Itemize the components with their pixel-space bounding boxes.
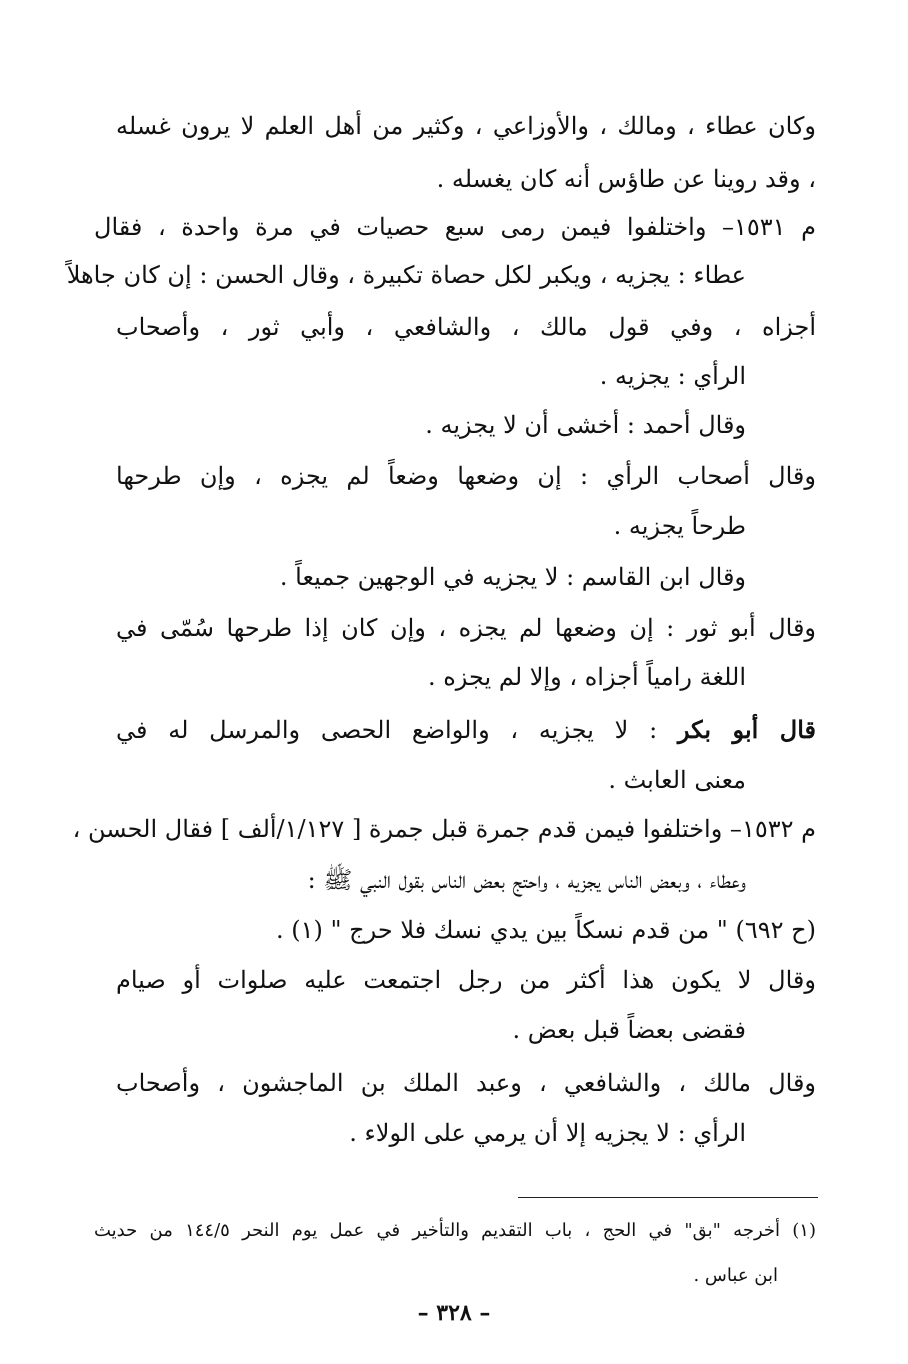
text-line: الرأي : لا يجزيه إلا أن يرمي على الولاء . — [349, 1119, 746, 1147]
issue-heading-1532: م ١٥٣٢– واختلفوا فيمن قدم جمرة قبل جمرة [ ١/١٢٧/ألف ] فقال الحسن ، — [72, 815, 816, 843]
text-line: وقال مالك ، والشافعي ، وعبد الملك بن الماجشون ، وأصحاب — [116, 1069, 816, 1097]
footnote-line: ابن عباس . — [693, 1265, 778, 1286]
text-line: أجزاه ، وفي قول مالك ، والشافعي ، وأبي ثور ، وأصحاب — [116, 313, 816, 341]
text-line: وقال أحمد : أخشى أن لا يجزيه . — [425, 411, 746, 439]
text-line: وقال أبو ثور : إن وضعها لم يجزه ، وإن كان إذا طرحها سُمّى في — [116, 614, 816, 642]
text-line: معنى العابث . — [608, 766, 746, 794]
text-line: عطاء : يجزيه ، ويكبر لكل حصاة تكبيرة ، وقال الحسن : إن كان جاهلاً — [66, 261, 746, 289]
text-line: الرأي : يجزيه . — [599, 362, 746, 390]
text-line: وقال أصحاب الرأي : إن وضعها وضعاً لم يجزه ، وإن طرحها — [116, 462, 816, 490]
text-line: اللغة رامياً أجزاه ، وإلا لم يجزه . — [427, 663, 746, 691]
text-span: : لا يجزيه ، والواضع الحصى والمرسل له في — [116, 716, 658, 744]
footnote-separator — [518, 1197, 818, 1198]
issue-heading-1531: م ١٥٣١– واختلفوا فيمن رمى سبع حصيات في مرة واحدة ، فقال — [94, 213, 816, 241]
text-line: وكان عطاء ، ومالك ، والأوزاعي ، وكثير من أهل العلم لا يرون غسله — [116, 112, 816, 140]
text-line: فقضى بعضاً قبل بعض . — [512, 1016, 746, 1044]
abu-bakr-label: قال أبو بكر — [677, 715, 816, 744]
text-line: وقال لا يكون هذا أكثر من رجل اجتمعت عليه صلوات أو صيام — [116, 966, 816, 994]
text-line: ، وقد روينا عن طاؤس أنه كان يغسله . — [436, 165, 816, 193]
footnote-line: (١) أخرجه "بق" في الحج ، باب التقديم والتأخير في عمل يوم النحر ١٤٤/٥ من حديث — [94, 1220, 816, 1241]
text-line: طرحاً يجزيه . — [613, 512, 746, 540]
text-line: وعطاء ، وبعض الناس يجزيه ، واحتج بعض الناس بقول النبي ﷺ : — [307, 866, 746, 894]
text-line: وقال ابن القاسم : لا يجزيه في الوجهين جميعاً . — [279, 563, 746, 591]
page-number: – ٣٢٨ – — [417, 1300, 491, 1326]
hadith-line: (ح ٦٩٢) " من قدم نسكاً بين يدي نسك فلا حرج " (١) . — [275, 916, 816, 944]
abu-bakr-opinion-line — [116, 714, 816, 746]
